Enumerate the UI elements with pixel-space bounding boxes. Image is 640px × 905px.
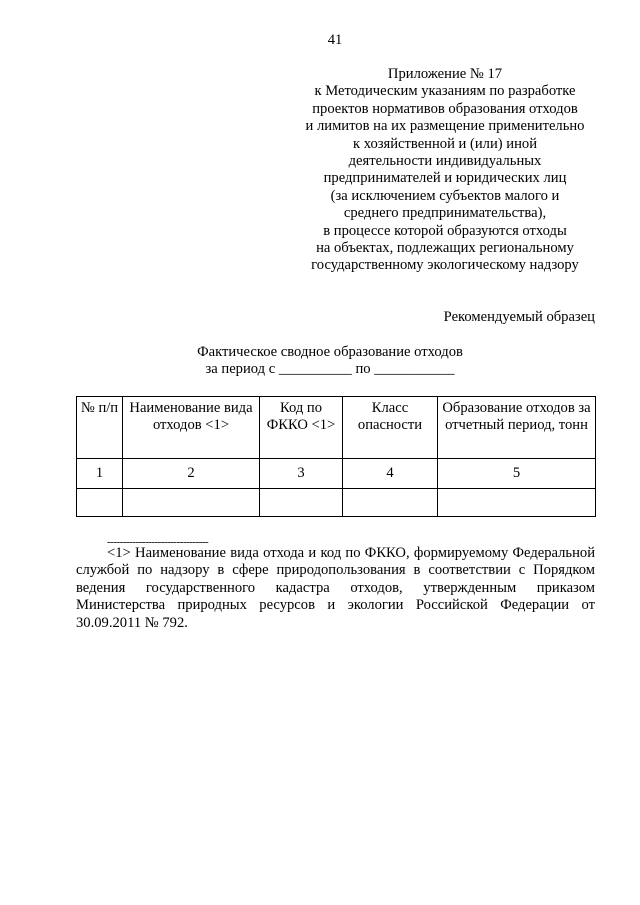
appendix-line: предпринимателей и юридических лиц bbox=[323, 170, 567, 187]
appendix-line: (за исключением субъектов малого и bbox=[330, 187, 560, 204]
form-title bbox=[160, 344, 500, 379]
form-title-line: Фактическое сводное образование отходов bbox=[197, 344, 463, 360]
table-cell bbox=[77, 489, 123, 517]
appendix-line: государственному экологическому надзору bbox=[311, 257, 579, 274]
page-number: 41 bbox=[327, 32, 343, 48]
header-cell-hazard-class: Класс опасности bbox=[343, 397, 438, 459]
appendix-line: деятельности индивидуальных bbox=[348, 153, 542, 170]
appendix-line: на объектах, подлежащих региональному bbox=[316, 240, 574, 257]
appendix-line: среднего предпринимательства), bbox=[343, 205, 547, 222]
table-cell bbox=[123, 489, 260, 517]
table-cell: 2 bbox=[123, 459, 260, 489]
header-cell-waste-generation: Образование отходов за отчетный период, тонн bbox=[438, 397, 596, 459]
table-cell: 3 bbox=[260, 459, 343, 489]
table-cell bbox=[438, 489, 596, 517]
table-cell: 1 bbox=[77, 459, 123, 489]
table-cell: 4 bbox=[343, 459, 438, 489]
appendix-line: в процессе которой образуются отходы bbox=[323, 222, 567, 239]
header-cell-waste-name: Наименование вида отходов <1> bbox=[123, 397, 260, 459]
table-row-empty bbox=[77, 489, 596, 517]
appendix-line: к хозяйственной и (или) иной bbox=[352, 135, 538, 152]
appendix-line: Приложение № 17 bbox=[387, 66, 503, 82]
appendix-line: и лимитов на их размещение применительно bbox=[305, 118, 585, 135]
header-cell-number: № п/п bbox=[77, 397, 123, 459]
appendix-line: проектов нормативов образования отходов bbox=[312, 100, 578, 117]
recommended-sample-label: Рекомендуемый образец bbox=[443, 309, 595, 325]
table-row-column-numbers bbox=[77, 459, 596, 489]
table-cell: 5 bbox=[438, 459, 596, 489]
appendix-line: к Методическим указаниям по разработке bbox=[314, 83, 576, 100]
table-cell bbox=[260, 489, 343, 517]
header-cell-fkko-code: Код по ФККО <1> bbox=[260, 397, 343, 459]
table-header-row bbox=[77, 397, 596, 459]
table-cell bbox=[343, 489, 438, 517]
appendix-header bbox=[290, 66, 600, 275]
form-period-line: за период с __________ по ___________ bbox=[205, 361, 455, 378]
waste-summary-table bbox=[76, 396, 596, 517]
footnote-separator: -------------------------------- bbox=[107, 536, 209, 548]
footnote-text: <1> Наименование вида отхода и код по ФККО, формируемому Федеральной службой по надзору в сфере природопользования в соответствии с Порядком ведения государственного кадастра отходов, утвержденным приказом Министерства природных ресурсов и экологии Российской Федерации от 30.09.2011 № 792. bbox=[76, 545, 595, 631]
